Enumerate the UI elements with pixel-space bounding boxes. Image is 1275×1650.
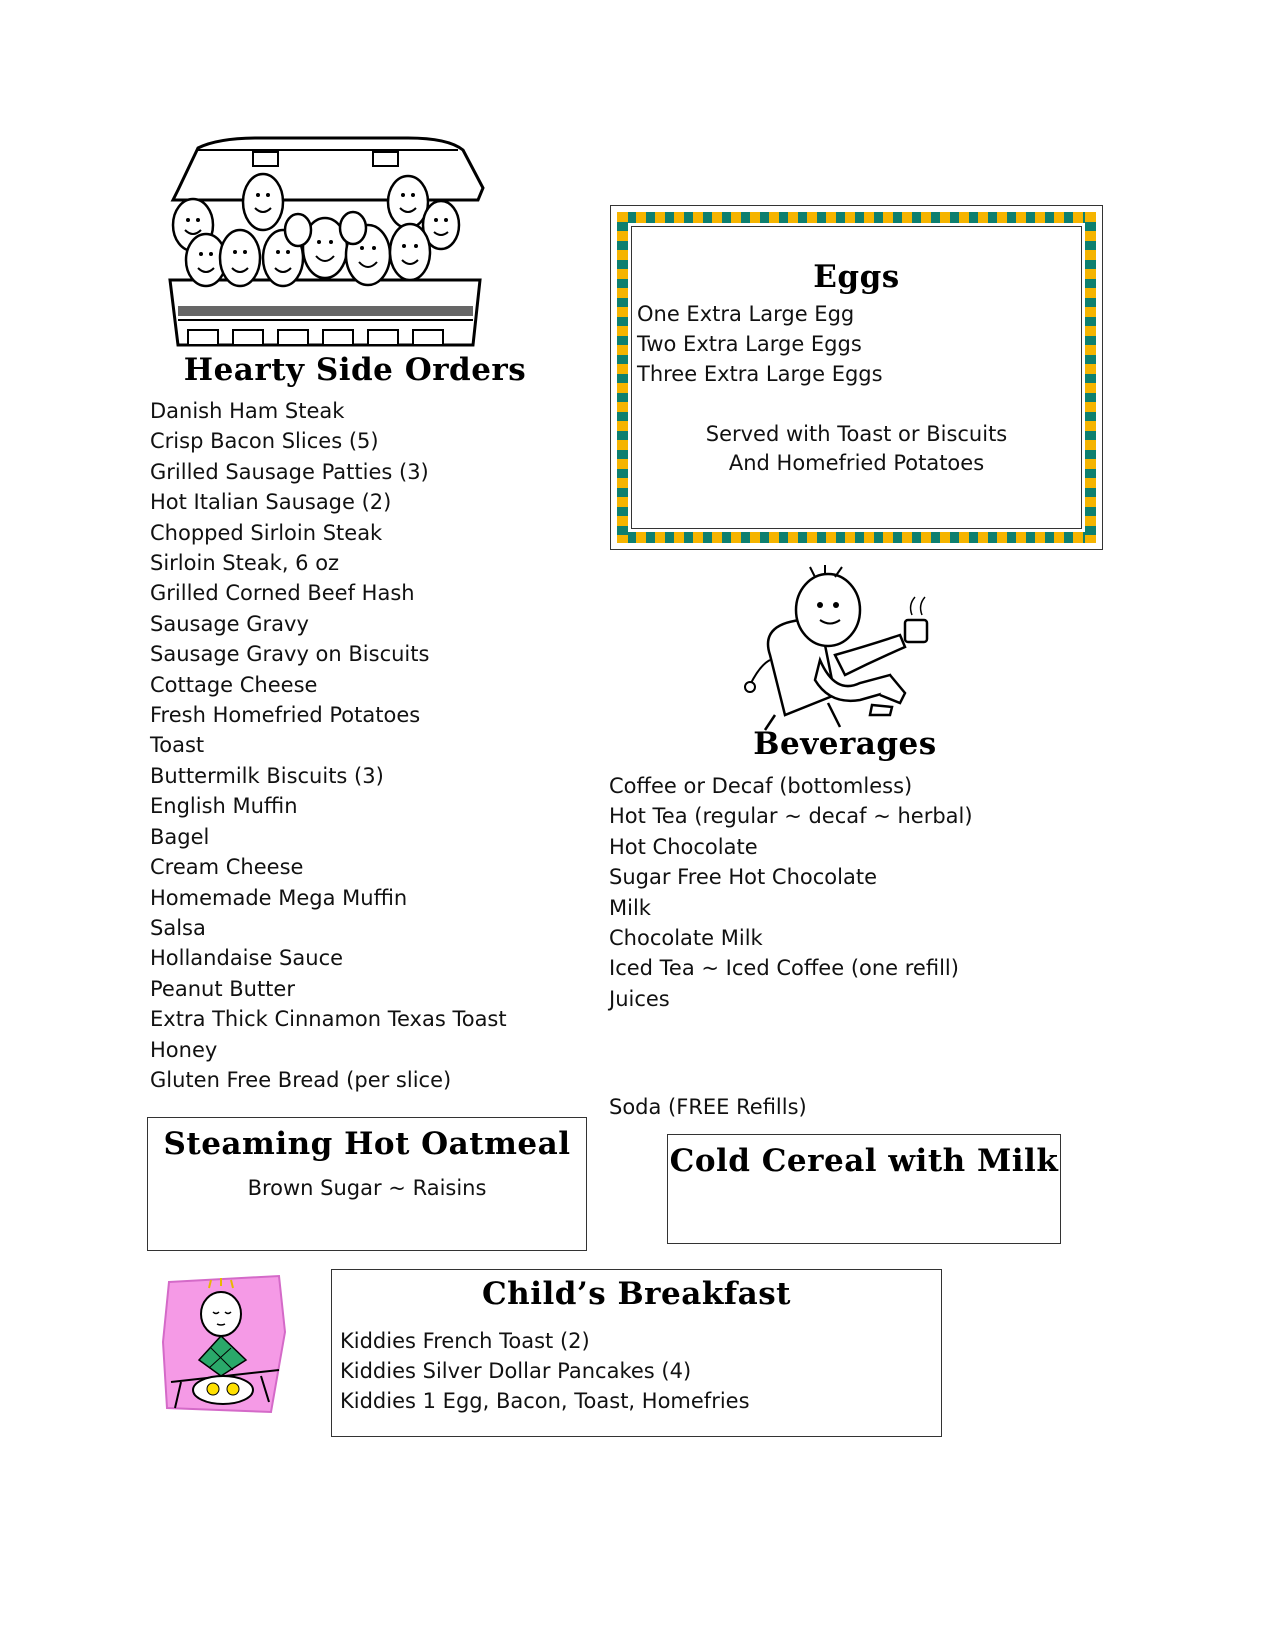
list-item: Fresh Homefried Potatoes xyxy=(150,703,421,728)
eggs-border-left xyxy=(617,212,628,543)
oatmeal-box xyxy=(147,1117,587,1251)
side-orders-list xyxy=(150,396,507,1095)
eggs-note: Served with Toast or Biscuits xyxy=(705,422,1008,446)
list-item: Coffee or Decaf (bottomless) xyxy=(609,774,913,798)
list-item: Chopped Sirloin Steak xyxy=(150,520,383,545)
egg-carton-icon xyxy=(158,130,494,360)
list-item: Salsa xyxy=(150,915,206,940)
child-item: Kiddies French Toast (2) xyxy=(340,1329,590,1353)
eggs-heading: Eggs xyxy=(813,259,900,295)
coffee-drinker-icon xyxy=(740,565,950,735)
list-item: Hot Italian Sausage (2) xyxy=(150,490,392,515)
list-item: Buttermilk Biscuits (3) xyxy=(150,763,384,788)
list-item: Milk xyxy=(609,895,651,920)
list-item: Cream Cheese xyxy=(150,855,304,880)
side-orders-heading: Hearty Side Orders xyxy=(183,352,527,388)
eggs-item: Three Extra Large Eggs xyxy=(637,362,883,386)
cereal-heading: Cold Cereal with Milk xyxy=(669,1143,1059,1179)
child-item: Kiddies Silver Dollar Pancakes (4) xyxy=(340,1359,692,1383)
list-item: Hot Tea (regular ~ decaf ~ herbal) xyxy=(609,804,973,829)
cereal-box xyxy=(667,1134,1061,1244)
list-item: Sirloin Steak, 6 oz xyxy=(150,551,340,576)
list-item: Honey xyxy=(150,1037,218,1062)
list-item: Iced Tea ~ Iced Coffee (one refill) xyxy=(609,956,959,981)
list-item: Cottage Cheese xyxy=(150,672,318,697)
list-item: Juices xyxy=(609,986,670,1011)
eggs-box xyxy=(610,205,1103,550)
list-item: Sugar Free Hot Chocolate xyxy=(609,865,878,890)
list-item: Hot Chocolate xyxy=(609,834,758,859)
eggs-item: Two Extra Large Eggs xyxy=(637,332,862,356)
eggs-border-top xyxy=(617,212,1096,223)
child-breakfast-icon xyxy=(161,1272,287,1416)
list-item: Toast xyxy=(150,733,205,758)
list-item: Peanut Butter xyxy=(150,976,295,1001)
list-item: Sausage Gravy xyxy=(150,611,309,636)
list-item: Homemade Mega Muffin xyxy=(150,885,408,910)
list-item: Danish Ham Steak xyxy=(150,399,345,423)
eggs-inner-panel xyxy=(631,226,1082,529)
eggs-border-right xyxy=(1085,212,1096,543)
list-item: Gluten Free Bread (per slice) xyxy=(150,1067,452,1092)
list-item: English Muffin xyxy=(150,794,298,819)
list-item: Extra Thick Cinnamon Texas Toast xyxy=(150,1007,507,1032)
list-item: Bagel xyxy=(150,824,210,849)
eggs-border-bottom xyxy=(617,532,1096,543)
child-breakfast-box xyxy=(331,1269,942,1437)
soda-item: Soda (FREE Refills) xyxy=(609,1095,807,1119)
list-item: Grilled Sausage Patties (3) xyxy=(150,459,429,484)
list-item: Crisp Bacon Slices (5) xyxy=(150,429,379,454)
oatmeal-heading: Steaming Hot Oatmeal xyxy=(163,1126,571,1162)
eggs-note: And Homefried Potatoes xyxy=(728,451,985,475)
oatmeal-subtitle: Brown Sugar ~ Raisins xyxy=(247,1176,487,1200)
beverages-list xyxy=(609,771,973,1014)
eggs-item: One Extra Large Egg xyxy=(637,302,855,326)
list-item: Hollandaise Sauce xyxy=(150,946,344,971)
list-item: Chocolate Milk xyxy=(609,926,763,951)
list-item: Grilled Corned Beef Hash xyxy=(150,581,415,606)
child-item: Kiddies 1 Egg, Bacon, Toast, Homefries xyxy=(340,1389,750,1413)
beverages-heading: Beverages xyxy=(753,726,937,762)
list-item: Sausage Gravy on Biscuits xyxy=(150,642,430,667)
child-breakfast-heading: Child’s Breakfast xyxy=(482,1276,791,1312)
